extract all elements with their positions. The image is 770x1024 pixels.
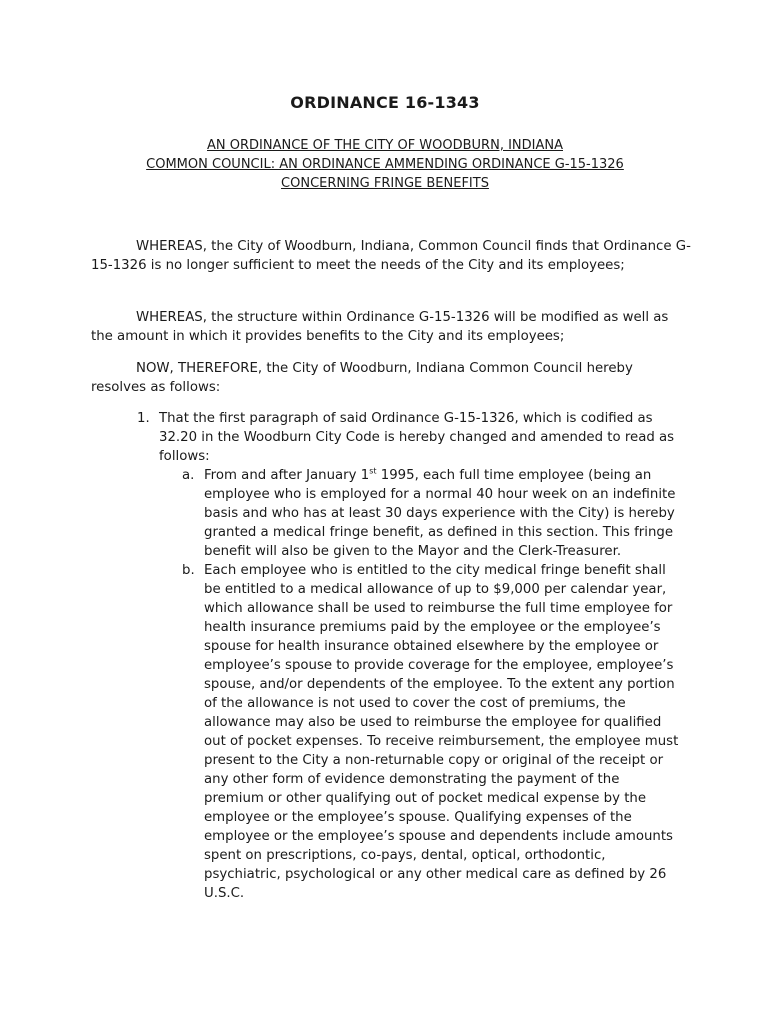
list-item-1-number: 1.	[137, 411, 150, 426]
sub-item-a	[137, 466, 682, 561]
whereas-paragraph-1	[91, 237, 691, 275]
subtitle-line-3: CONCERNING FRINGE BENEFITS	[281, 176, 489, 191]
now-therefore-paragraph	[91, 359, 691, 397]
list-item-1-text: That the first paragraph of said Ordinance G-15-1326, which is codified as 32.20 in the Woodburn City Code is hereby changed and amended to read as follows:	[159, 411, 675, 464]
sub-item-b-letter: b.	[182, 563, 195, 578]
list-item-1	[137, 409, 682, 466]
sub-list	[137, 466, 682, 903]
sub-item-a-text-before: From and after January 1	[204, 468, 370, 483]
sub-item-a-superscript: st	[369, 466, 377, 476]
now-therefore-text: NOW, THEREFORE, the City of Woodburn, Indiana Common Council hereby resolves as follows:	[91, 361, 633, 395]
whereas-2-text: WHEREAS, the structure within Ordinance G-15-1326 will be modified as well as the amount in which it provides benefits to the City and its employees;	[91, 310, 669, 344]
sub-item-b	[137, 561, 682, 903]
ordinance-subtitle	[60, 136, 710, 193]
ordinance-title: ORDINANCE 16-1343	[290, 93, 480, 112]
sub-item-a-text-after: 1995, each full time employee (being an employee who is employed for a normal 40 hour week on an indefinite basis and who has at least 30 days experience with the City) is hereby granted a medical fringe benefit, as defined in this section. This fringe benefit will also be given to the Mayor and the Clerk-Treasurer.	[204, 468, 676, 559]
subtitle-line-2: COMMON COUNCIL: AN ORDINANCE AMMENDING ORDINANCE G-15-1326	[146, 157, 624, 172]
numbered-list	[137, 409, 682, 903]
sub-item-a-letter: a.	[182, 468, 195, 483]
subtitle-line-1: AN ORDINANCE OF THE CITY OF WOODBURN, INDIANA	[207, 138, 563, 153]
sub-item-b-text: Each employee who is entitled to the city medical fringe benefit shall be entitled to a medical allowance of up to $9,000 per calendar year, which allowance shall be used to reimburse the full time employee for health insurance premiums paid by the employee or the employee’s spouse for health insurance obtained elsewhere by the employee or employee’s spouse to provide coverage for the employee, employee’s spouse, and/or dependents of the employee. To the extent any portion of the allowance is not used to cover the cost of premiums, the allowance may also be used to reimburse the employee for qualified out of pocket expenses. To receive reimbursement, the employee must present to the City a non-returnable copy or original of the receipt or any other form of evidence demonstrating the payment of the premium or other qualifying out of pocket medical expense by the employee or the employee’s spouse. Qualifying expenses of the employee or the employee’s spouse and dependents include amounts spent on prescriptions, co-pays, dental, optical, orthodontic, psychiatric, psychological or any other medical care as defined by 26 U.S.C.	[204, 563, 679, 901]
whereas-paragraph-2	[91, 308, 691, 346]
whereas-1-text: WHEREAS, the City of Woodburn, Indiana, Common Council finds that Ordinance G-15-1326 is no longer sufficient to meet the needs of the City and its employees;	[91, 239, 691, 273]
